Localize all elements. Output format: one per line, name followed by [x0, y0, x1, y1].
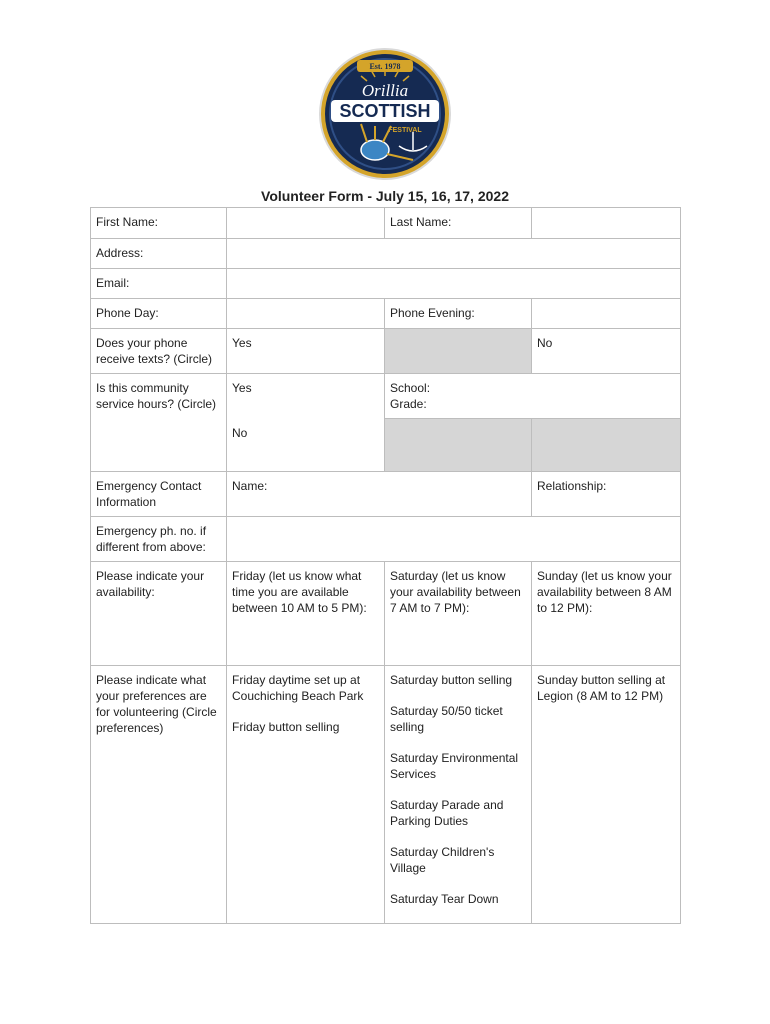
emergency-name-field[interactable]: Name: [227, 472, 532, 517]
logo-word2: FESTIVAL [388, 127, 422, 134]
row-texts [91, 329, 681, 374]
friday-preferences [227, 666, 385, 924]
saturday-preferences [385, 666, 532, 924]
row-email [91, 269, 681, 299]
email-label: Email: [91, 269, 227, 299]
first-name-field[interactable] [227, 208, 385, 239]
emergency-phone-field[interactable] [227, 517, 681, 562]
row-phone [91, 299, 681, 329]
school-grade-cell [385, 374, 681, 419]
email-field[interactable] [227, 269, 681, 299]
logo-est: Est. 1978 [369, 62, 401, 71]
pref-saturday-5050[interactable]: Saturday 50/50 ticket selling [390, 704, 503, 734]
texts-shaded-cell [385, 329, 532, 374]
pref-saturday-childrens-village[interactable]: Saturday Children's Village [390, 845, 495, 875]
row-emergency-contact [91, 472, 681, 517]
address-field[interactable] [227, 239, 681, 269]
logo-word1: SCOTTISH [339, 101, 431, 121]
address-label: Address: [91, 239, 227, 269]
school-label: School: [390, 381, 431, 395]
last-name-label: Last Name: [385, 208, 532, 239]
pref-saturday-environmental[interactable]: Saturday Environmental Services [390, 751, 519, 781]
last-name-field[interactable] [532, 208, 681, 239]
festival-logo [317, 46, 453, 182]
pref-friday-buttons[interactable]: Friday button selling [232, 720, 340, 734]
availability-friday[interactable]: Friday (let us know what time you are available between 10 AM to 5 PM): [227, 562, 385, 666]
pref-friday-setup[interactable]: Friday daytime set up at Couchiching Beach Park [232, 673, 364, 703]
school-shaded-cell [385, 419, 532, 472]
service-yes-option[interactable]: Yes [227, 374, 385, 419]
phone-evening-field[interactable] [532, 299, 681, 329]
phone-evening-label: Phone Evening: [385, 299, 532, 329]
row-availability [91, 562, 681, 666]
pref-sunday-buttons[interactable]: Sunday button selling at Legion (8 AM to 12 PM) [537, 673, 666, 703]
row-preferences [91, 666, 681, 924]
row-address [91, 239, 681, 269]
service-no-option[interactable]: No [227, 419, 385, 472]
first-name-label: First Name: [91, 208, 227, 239]
availability-question: Please indicate your availability: [91, 562, 227, 666]
texts-question: Does your phone receive texts? (Circle) [91, 329, 227, 374]
row-name [91, 208, 681, 239]
availability-sunday[interactable]: Sunday (let us know your availability between 8 AM to 12 PM): [532, 562, 681, 666]
pref-saturday-teardown[interactable]: Saturday Tear Down [390, 892, 499, 906]
logo-name: Orillia [361, 81, 409, 100]
service-question: Is this community service hours? (Circle) [91, 374, 227, 472]
availability-saturday[interactable]: Saturday (let us know your availability between 7 AM to 7 PM): [385, 562, 532, 666]
grade-shaded-cell [532, 419, 681, 472]
preferences-question: Please indicate what your preferences are for volunteering (Circle preferences) [91, 666, 227, 924]
row-service-top [91, 374, 681, 419]
row-emergency-phone [91, 517, 681, 562]
sunday-preferences [532, 666, 681, 924]
emergency-relationship-field[interactable]: Relationship: [532, 472, 681, 517]
pref-saturday-buttons[interactable]: Saturday button selling [390, 673, 513, 687]
phone-day-label: Phone Day: [91, 299, 227, 329]
emergency-phone-label: Emergency ph. no. if different from above: [91, 517, 227, 562]
pref-saturday-parade[interactable]: Saturday Parade and Parking Duties [390, 798, 504, 828]
volunteer-form-table [90, 207, 681, 924]
phone-day-field[interactable] [227, 299, 385, 329]
texts-yes-option[interactable]: Yes [227, 329, 385, 374]
texts-no-option[interactable]: No [532, 329, 681, 374]
form-title: Volunteer Form - July 15, 16, 17, 2022 [261, 188, 509, 204]
emergency-contact-label: Emergency Contact Information [91, 472, 227, 517]
grade-label: Grade: [390, 397, 427, 411]
